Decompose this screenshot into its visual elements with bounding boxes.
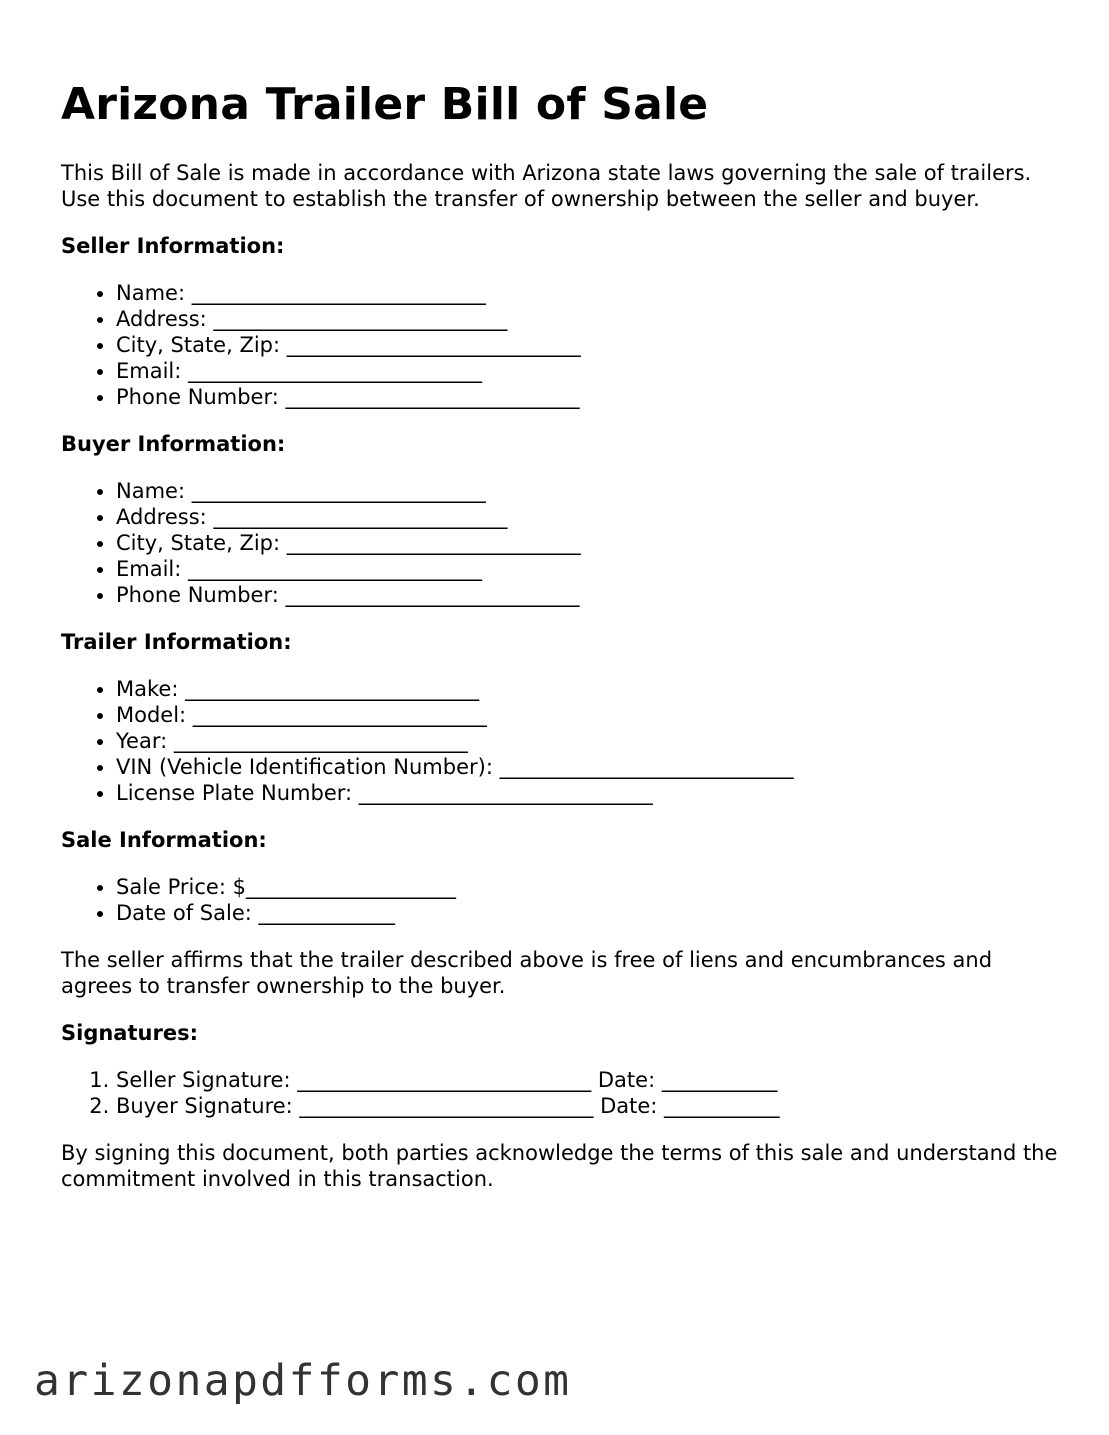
signatures-heading: Signatures: bbox=[61, 1021, 198, 1045]
seller-city-state-zip-field[interactable]: • City, State, Zip: ____________________________ bbox=[116, 332, 1061, 358]
trailer-plate-field[interactable]: • License Plate Number: ____________________________ bbox=[116, 780, 1061, 806]
sale-date-field[interactable]: • Date of Sale: _____________ bbox=[116, 900, 1061, 926]
trailer-vin-field[interactable]: • VIN (Vehicle Identification Number): ____________________________ bbox=[116, 754, 1061, 780]
closing-paragraph: By signing this document, both parties acknowledge the terms of this sale and understand the commitment involved in this transaction. bbox=[61, 1141, 1058, 1191]
sale-heading: Sale Information: bbox=[61, 828, 267, 852]
buyer-heading: Buyer Information: bbox=[61, 432, 286, 456]
intro-paragraph: This Bill of Sale is made in accordance with Arizona state laws governing the sale of trailers. Use this document to establish the transfer of ownership between the seller and buyer. bbox=[61, 161, 1032, 211]
sale-fields-list bbox=[61, 874, 1061, 926]
seller-fields-list bbox=[61, 280, 1061, 410]
document-page bbox=[61, 78, 1061, 1192]
buyer-address-field[interactable]: • Address: ____________________________ bbox=[116, 504, 1061, 530]
trailer-model-field[interactable]: • Model: ____________________________ bbox=[116, 702, 1061, 728]
seller-heading: Seller Information: bbox=[61, 234, 285, 258]
seller-name-field[interactable]: • Name: ____________________________ bbox=[116, 280, 1061, 306]
site-watermark: arizonapdfforms.com bbox=[34, 1356, 572, 1406]
seller-signature-field[interactable]: 1. Seller Signature: ____________________________ Date: ___________ bbox=[116, 1067, 1061, 1093]
buyer-email-field[interactable]: • Email: ____________________________ bbox=[116, 556, 1061, 582]
buyer-name-field[interactable]: • Name: ____________________________ bbox=[116, 478, 1061, 504]
sale-price-field[interactable]: • Sale Price: $____________________ bbox=[116, 874, 1061, 900]
signatures-list bbox=[61, 1067, 1061, 1119]
seller-address-field[interactable]: • Address: ____________________________ bbox=[116, 306, 1061, 332]
seller-email-field[interactable]: • Email: ____________________________ bbox=[116, 358, 1061, 384]
document-title: Arizona Trailer Bill of Sale bbox=[61, 79, 709, 130]
trailer-heading: Trailer Information: bbox=[61, 630, 292, 654]
affirmation-paragraph: The seller affirms that the trailer described above is free of liens and encumbrances and agrees to transfer ownership to the buyer. bbox=[61, 948, 993, 998]
buyer-signature-field[interactable]: 2. Buyer Signature: ____________________________ Date: ___________ bbox=[116, 1093, 1061, 1119]
buyer-phone-field[interactable]: • Phone Number: ____________________________ bbox=[116, 582, 1061, 608]
trailer-make-field[interactable]: • Make: ____________________________ bbox=[116, 676, 1061, 702]
buyer-city-state-zip-field[interactable]: • City, State, Zip: ____________________________ bbox=[116, 530, 1061, 556]
trailer-year-field[interactable]: • Year: ____________________________ bbox=[116, 728, 1061, 754]
trailer-fields-list bbox=[61, 676, 1061, 806]
seller-phone-field[interactable]: • Phone Number: ____________________________ bbox=[116, 384, 1061, 410]
buyer-fields-list bbox=[61, 478, 1061, 608]
